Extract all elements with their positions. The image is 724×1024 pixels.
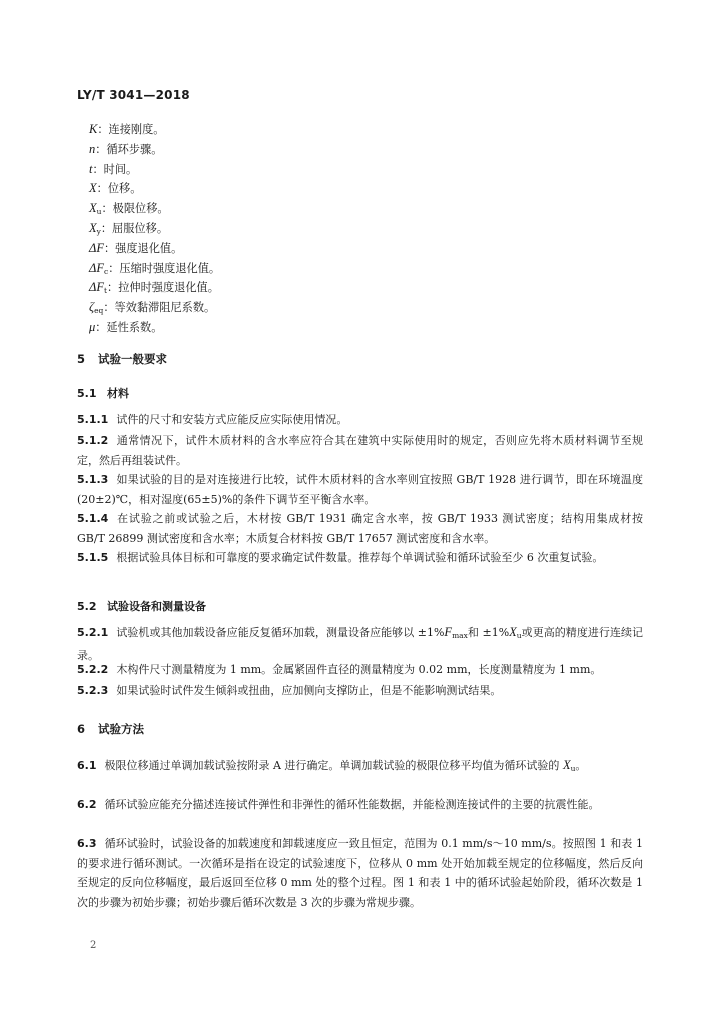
section-title: 试验方法 [98, 722, 144, 736]
clause-number: 6.2 [77, 798, 97, 811]
clause-text: 根据试验具体目标和可靠度的要求确定试件数量。推荐每个单调试验和循环试验至少 6 次重复试验。 [116, 551, 604, 564]
subsection-number: 5.2 [77, 600, 97, 613]
section-title: 试验一般要求 [98, 352, 167, 366]
clause-number: 5.1.5 [77, 551, 109, 564]
clause-5-2-1 [77, 623, 643, 665]
symbol-definition [89, 179, 220, 199]
subsection-title: 试验设备和测量设备 [107, 600, 206, 613]
subsection-heading-5-2 [77, 598, 206, 614]
clause-text-part: 极限位移通过单调加载试验按附录 A 进行确定。单调加载试验的极限位移平均值为循环试验的 [104, 759, 563, 772]
symbol-definition [89, 278, 220, 298]
symbol: X [89, 201, 97, 216]
symbol-subscript: eq [94, 306, 104, 316]
clause-text: 如果试验的目的是对连接进行比较，试件木质材料的含水率则宜按照 GB/T 1928 进行调节，即在环境温度(20±2)℃，相对湿度(65±5)%的条件下调节至平衡含水率。 [77, 473, 643, 506]
symbol: X [89, 220, 97, 235]
symbol-definition [89, 160, 220, 180]
section-number: 5 [77, 352, 86, 366]
symbol-description: ：拉伸时强度退化值。 [107, 281, 219, 295]
clause-text: 试件的尺寸和安装方式应能反应实际使用情况。 [116, 413, 348, 426]
symbol-description: ：极限位移。 [101, 202, 169, 216]
variable-subscript: u [516, 631, 522, 640]
clause-text-part: 试验机或其他加载设备应能反复循环加载，测量设备应能够以 ±1% [116, 626, 445, 639]
clause-5-1-1 [77, 410, 643, 430]
symbol: ΔF [89, 240, 104, 255]
symbol-description: ：位移。 [96, 182, 142, 196]
symbol-subscript: y [96, 226, 101, 236]
symbol: X [89, 181, 97, 196]
symbol-description: ：连接刚度。 [97, 123, 165, 136]
symbol: ΔF [89, 280, 104, 295]
clause-6-1 [77, 756, 643, 779]
subsection-heading-5-1 [77, 385, 129, 401]
section-heading-5 [77, 351, 167, 367]
symbol-definition [89, 120, 220, 140]
clause-text: 如果试验时试件发生倾斜或扭曲，应加侧向支撑防止，但是不能影响测试结果。 [116, 684, 502, 697]
clause-text: 木构件尺寸测量精度为 1 mm。金属紧固件直径的测量精度为 0.02 mm，长度测量精度为 1 mm。 [116, 663, 602, 676]
clause-number: 5.1.4 [77, 512, 109, 525]
variable-X: X [509, 625, 517, 639]
symbol-description: ：等效黏滞阻尼系数。 [103, 301, 216, 315]
clause-text: 循环试验时，试验设备的加载速度和卸载速度应一致且恒定，范围为 0.1 mm/s～10 mm/s。按照图 1 和表 1 的要求进行循环测试。一次循环是指在设定的试验速度下，位移从 0 mm 处开始加载至规定的位移幅度，然后反向至规定的反向位移幅度，最后返回至位移 0 mm 处的整个过程。图 1 和表 1 中的循环试验起始阶段，循环次数是 1 次的步骤为初始步骤；初始步骤后循环次数是 3 次的步骤为常规步骤。 [77, 837, 643, 909]
variable-subscript: u [570, 764, 576, 773]
standard-code-header: LY/T 3041—2018 [77, 88, 190, 102]
clause-5-1-4 [77, 509, 643, 548]
symbol-description: ：延性系数。 [95, 320, 163, 334]
clause-text: 通常情况下，试件木质材料的含水率应符合其在建筑中实际使用时的规定，否则应先将木质材料调节至规定，然后再组装试件。 [77, 434, 643, 467]
section-number: 6 [77, 722, 86, 736]
clause-5-2-3 [77, 681, 643, 701]
symbol-subscript: t [103, 286, 107, 296]
symbol: K [89, 122, 98, 136]
clause-number: 5.1.2 [77, 434, 109, 447]
clause-number: 5.1.3 [77, 473, 109, 486]
symbol-subscript: u [96, 207, 102, 217]
clause-number: 5.2.1 [77, 626, 109, 639]
clause-number: 6.3 [77, 837, 97, 850]
symbol-definition [89, 239, 220, 259]
symbol-definition [89, 219, 220, 239]
variable-F: F [444, 625, 453, 639]
symbol-definition [89, 199, 220, 219]
symbol-definition [89, 298, 220, 318]
symbol-description: ：强度退化值。 [103, 241, 183, 255]
clause-number: 6.1 [77, 759, 97, 772]
symbol: ΔF [89, 260, 104, 275]
symbol: μ [89, 319, 96, 334]
symbol-definition [89, 318, 220, 338]
symbol-description: ：循环步骤。 [95, 142, 163, 156]
page-number: 2 [90, 940, 97, 951]
clause-5-1-5 [77, 548, 643, 568]
clause-6-3 [77, 834, 643, 912]
symbol-description: ：压缩时强度退化值。 [108, 261, 221, 275]
symbol-description: ：时间。 [92, 162, 138, 176]
symbol: n [89, 141, 96, 156]
symbol: t [89, 161, 93, 176]
symbol: ζ [89, 300, 95, 315]
symbol-description: ：屈服位移。 [100, 221, 169, 235]
variable-X: X [562, 758, 571, 772]
clause-6-2 [77, 795, 643, 815]
clause-text-part: 或更高的精度进行连续记录。 [77, 626, 643, 662]
symbol-definition [89, 259, 220, 279]
variable-subscript: max [452, 631, 468, 640]
subsection-title: 材料 [107, 387, 129, 400]
clause-text: 在试验之前或试验之后，木材按 GB/T 1931 确定含水率，按 GB/T 1933 测试密度；结构用集成材按 GB/T 26899 测试密度和含水率；木质复合材料按 GB/T 17657 测试密度和含水率。 [77, 512, 643, 545]
clause-text: 循环试验应能充分描述连接试件弹性和非弹性的循环性能数据，并能检测连接试件的主要的抗震性能。 [104, 798, 600, 811]
clause-text-part: 和 ±1% [467, 626, 510, 639]
clause-text-part: 。 [575, 759, 587, 772]
clause-number: 5.2.2 [77, 663, 109, 676]
subsection-number: 5.1 [77, 387, 97, 400]
clause-number: 5.2.3 [77, 684, 109, 697]
symbol-definition [89, 140, 220, 160]
clause-5-1-3 [77, 470, 643, 509]
symbol-subscript: c [103, 266, 109, 276]
clause-number: 5.1.1 [77, 413, 109, 426]
symbol-list [89, 120, 220, 338]
clause-5-2-2 [77, 660, 643, 680]
section-heading-6 [77, 721, 144, 737]
clause-5-1-2 [77, 431, 643, 470]
